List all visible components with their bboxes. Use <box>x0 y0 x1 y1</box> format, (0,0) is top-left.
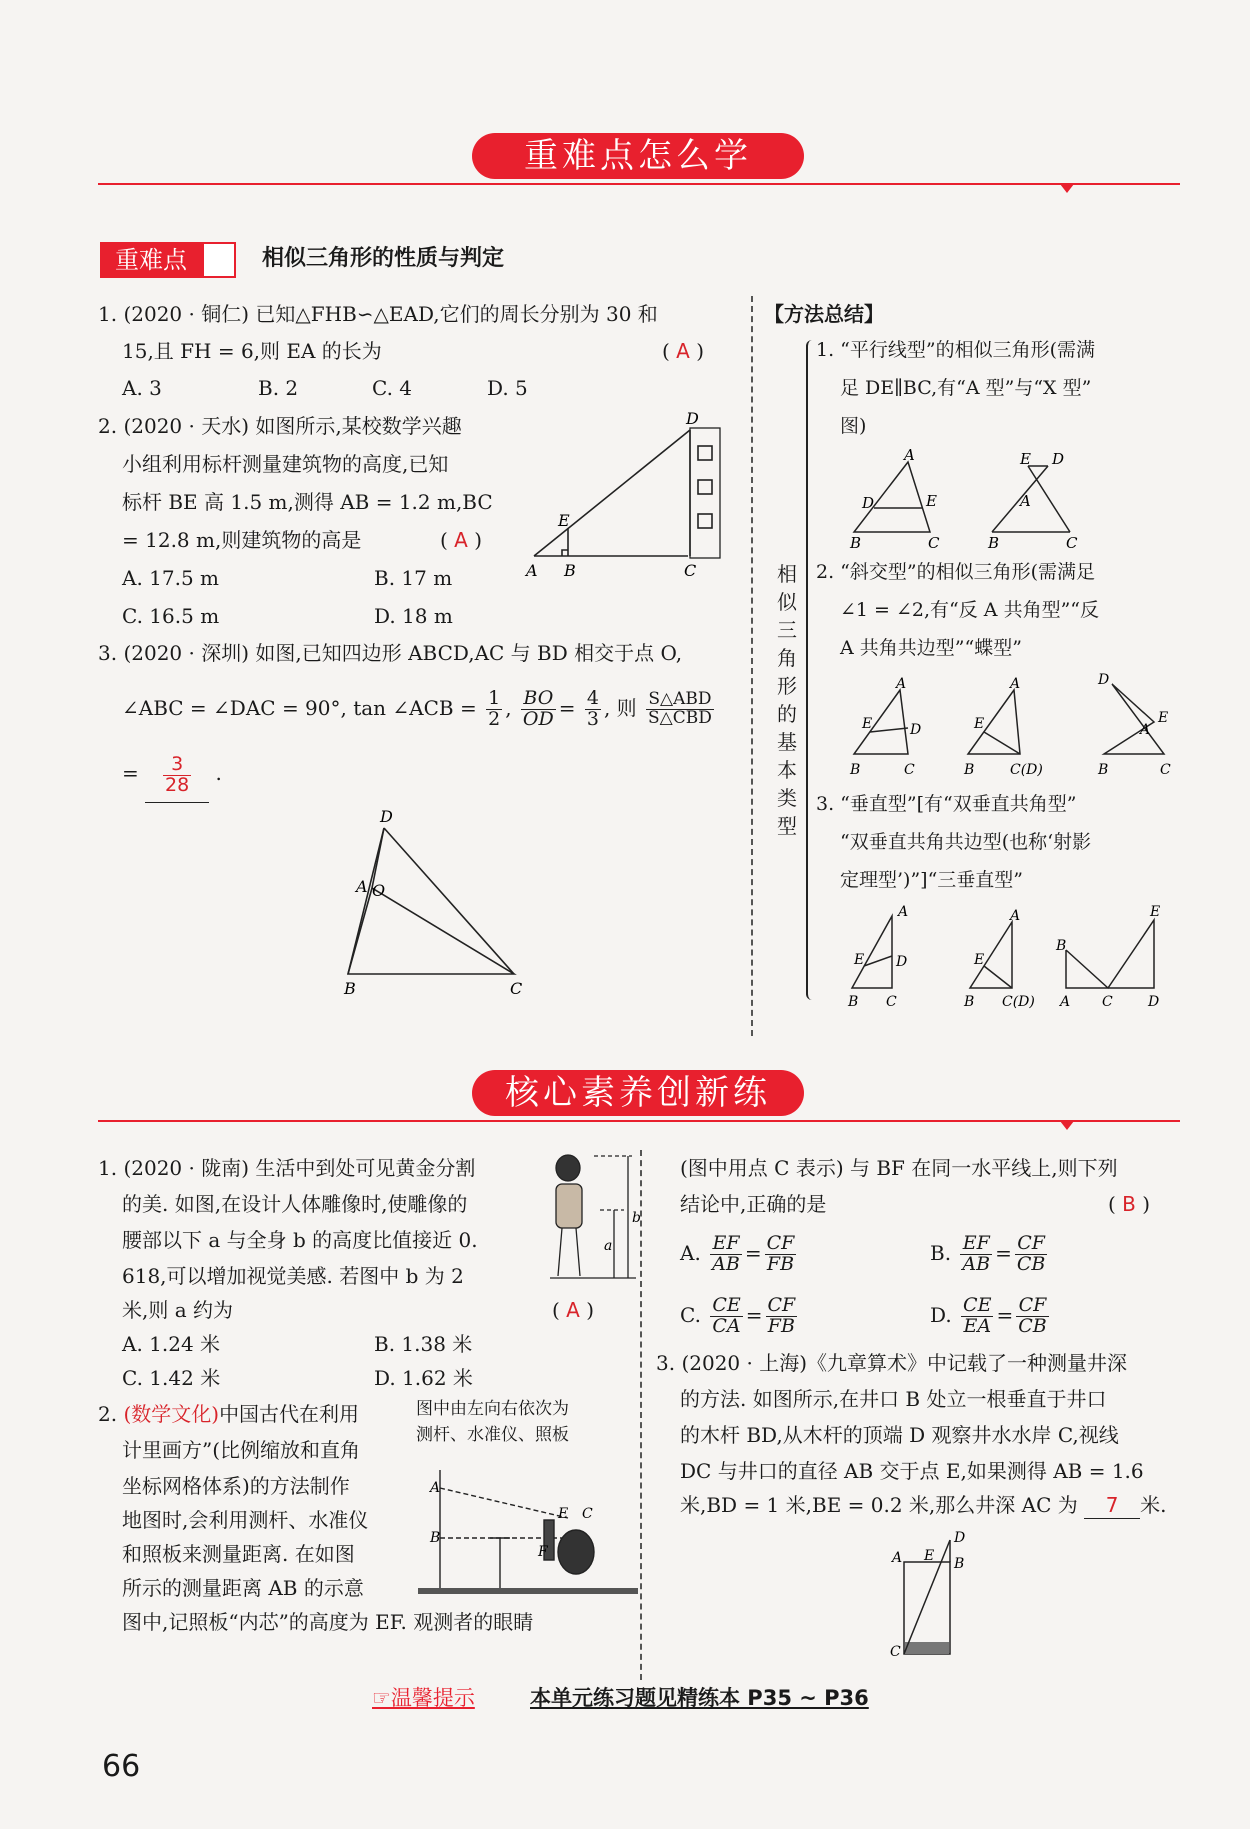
p2-line3: 坐标网格体系)的方法制作 <box>122 1474 350 1498</box>
q2-label-a: A <box>526 561 538 580</box>
svg-text:A: A <box>904 446 915 464</box>
q3-then: , 则 <box>603 696 637 720</box>
p2-answer-bracket: ( B ) <box>1108 1192 1151 1216</box>
p1-line5: 米,则 a 约为 <box>122 1298 233 1322</box>
footer-tip: ☞温馨提示 <box>372 1686 475 1710</box>
svg-text:C: C <box>886 994 897 1010</box>
q2-option-a: A. 17.5 m <box>122 566 220 590</box>
p2-option-c: C. $\frac{CE}{CA}$ = $\frac{CF}{FB}$ <box>680 1294 796 1337</box>
q1-line2: 15,且 FH = 6,则 EA 的长为 <box>122 339 382 363</box>
p1-answer: A <box>566 1298 580 1322</box>
q3-figure <box>330 800 530 1000</box>
p2-num: 2. <box>98 1402 124 1426</box>
p3-line2: 的方法. 如图所示,在井口 B 处立一根垂直于井口 <box>680 1387 1107 1411</box>
svg-text:D: D <box>1052 450 1065 468</box>
p1-line1: 1. (2020 · 陇南) 生活中到处可见黄金分割 <box>98 1156 476 1180</box>
svg-text:C: C <box>1102 994 1113 1010</box>
method-title: 【方法总结】 <box>764 302 884 326</box>
p3-line5-text: 米,BD = 1 米,BE = 0.2 米,那么井深 AC 为 <box>680 1493 1078 1517</box>
banner-rule-1 <box>98 183 1180 185</box>
method-3-line1: 3. “垂直型”[有“双垂直共角型” <box>816 793 1077 815</box>
method-2-figures <box>842 672 1182 780</box>
section-title: 相似三角形的性质与判定 <box>262 246 505 271</box>
method-vertical-label: 相似三角形的基本类型 <box>777 562 797 838</box>
svg-text:E: E <box>974 716 985 732</box>
p3-line5 <box>680 1487 1166 1524</box>
svg-text:C(D): C(D) <box>1010 762 1043 778</box>
svg-text:D: D <box>1098 672 1110 688</box>
svg-text:E: E <box>558 1506 569 1522</box>
svg-text:D: D <box>1148 994 1160 1010</box>
p2-line4: 地图时,会利用测杆、水准仪 <box>122 1508 369 1532</box>
svg-text:D: D <box>862 494 875 512</box>
svg-text:B: B <box>850 762 861 778</box>
svg-text:D: D <box>896 954 908 970</box>
q3-frac-tan: $\frac{1}{2}$ <box>488 687 501 730</box>
p2-line2: 计里画方”(比例缩放和直角 <box>122 1438 361 1462</box>
section-banner-2: 核心素养创新练 <box>472 1070 804 1116</box>
p1-statue-figure <box>540 1152 640 1288</box>
q2-label-d: D <box>686 409 699 428</box>
footer-text: 本单元练习题见精练本 P35 ~ P36 <box>530 1686 869 1710</box>
svg-text:B: B <box>964 994 975 1010</box>
svg-text:B: B <box>988 534 1000 552</box>
svg-text:B: B <box>954 1556 965 1572</box>
banner-rule-2 <box>98 1120 1180 1122</box>
svg-text:A: A <box>1140 722 1151 738</box>
q2-label-e: E <box>558 511 570 530</box>
method-1-line3: 图) <box>840 415 867 437</box>
q2-option-d: D. 18 m <box>374 604 453 628</box>
q3-frac-bo-od: $\frac{BO}{OD}$ <box>522 687 554 730</box>
svg-text:C: C <box>1160 762 1171 778</box>
svg-text:A: A <box>430 1480 441 1496</box>
p1-option-b: B. 1.38 米 <box>374 1332 473 1356</box>
q2-figure <box>518 408 758 584</box>
p2-tag: (数学文化) <box>123 1402 220 1426</box>
q3-label-c: C <box>510 979 523 998</box>
svg-text:C(D): C(D) <box>1002 994 1035 1010</box>
method-3-figures <box>842 904 1182 1012</box>
q2-line2: 小组利用标杆测量建筑物的高度,已知 <box>122 452 449 476</box>
p1-line2: 的美. 如图,在设计人体雕像时,使雕像的 <box>122 1192 468 1216</box>
p3-answer: 7 <box>1084 1492 1140 1519</box>
p1-option-c: C. 1.42 米 <box>122 1366 221 1390</box>
p1-line3: 腰部以下 a 与全身 b 的高度比值接近 0. <box>122 1228 478 1252</box>
svg-text:B: B <box>848 994 859 1010</box>
q3-frac-area: $\frac{\text{S△ABD}}{\text{S△CBD}}$ <box>648 689 712 728</box>
svg-text:B: B <box>964 762 975 778</box>
method-2-line1: 2. “斜交型”的相似三角形(需满足 <box>816 561 1096 583</box>
p2-option-d: D. $\frac{CE}{EA}$ = $\frac{CF}{CB}$ <box>930 1294 1047 1337</box>
section-banner-1: 重难点怎么学 <box>472 133 804 179</box>
p3-line1: 3. (2020 · 上海)《九章算术》中记载了一种测量井深 <box>656 1351 1128 1375</box>
method-1-line1: 1. “平行线型”的相似三角形(需满 <box>816 339 1096 361</box>
svg-text:A: A <box>1060 994 1071 1010</box>
svg-text:C: C <box>1066 534 1078 552</box>
q3-answer-line: = $\frac{3}{28}$ . <box>122 745 222 803</box>
p2-line1-text: 中国古代在利用 <box>219 1402 360 1426</box>
svg-text:A: A <box>896 676 907 692</box>
q3-label-b: B <box>344 979 356 998</box>
q3-line1: 3. (2020 · 深圳) 如图,已知四边形 ABCD,AC 与 BD 相交于点 O, <box>98 641 683 665</box>
page-number: 66 <box>102 1749 141 1784</box>
svg-text:A: A <box>898 904 909 920</box>
p1-option-d: D. 1.62 米 <box>374 1366 473 1390</box>
q3-label-d: D <box>380 807 393 826</box>
column-divider-bottom <box>640 1150 642 1680</box>
svg-text:E: E <box>1020 450 1031 468</box>
p2-line5: 和照板来测量距离. 在如图 <box>122 1542 355 1566</box>
q3-condition: ∠ABC = ∠DAC = 90°, tan ∠ACB = <box>122 696 477 720</box>
p3-line3: 的木杆 BD,从木杆的顶端 D 观察井水水岸 C,视线 <box>680 1423 1119 1447</box>
svg-text:E: E <box>854 952 865 968</box>
q2-line4: = 12.8 m,则建筑物的高是 <box>122 528 362 552</box>
q3-frac-ratio: $\frac{4}{3}$ <box>586 687 599 730</box>
svg-text:A: A <box>892 1550 903 1566</box>
q2-option-c: C. 16.5 m <box>122 604 220 628</box>
svg-text:C: C <box>904 762 915 778</box>
p3-well-figure <box>884 1530 994 1670</box>
q2-label-c: C <box>684 561 697 580</box>
svg-text:D: D <box>954 1530 966 1546</box>
p2-survey-figure <box>418 1460 638 1600</box>
svg-text:B: B <box>1098 762 1109 778</box>
q3-label-a: A <box>356 877 368 896</box>
q1-answer-bracket: ( A ) <box>662 339 705 363</box>
rule-arrow-1 <box>1060 184 1074 193</box>
rule-arrow-2 <box>1060 1121 1074 1130</box>
svg-text:B: B <box>850 534 862 552</box>
q3-line2: ∠ABC = ∠DAC = 90°, tan ∠ACB = $\frac{1}{2}$ , $\frac{BO}{OD}$ = $\frac{4}{3}$ , 则 $\frac{\text{S△ABD}}{\text{S△CBD}}$ <box>122 687 712 730</box>
q2-answer: A <box>454 528 468 552</box>
svg-text:E: E <box>926 492 937 510</box>
svg-text:E: E <box>924 1548 935 1564</box>
p2-answer: B <box>1122 1192 1136 1216</box>
p2-line6: 所示的测量距离 AB 的示意 <box>122 1576 364 1600</box>
q2-option-b: B. 17 m <box>374 566 453 590</box>
q2-line3: 标杆 BE 高 1.5 m,测得 AB = 1.2 m,BC <box>122 490 493 514</box>
method-1-line2: 足 DE∥BC,有“A 型”与“X 型” <box>840 377 1092 399</box>
svg-text:E: E <box>1150 904 1161 920</box>
svg-text:A: A <box>1010 676 1021 692</box>
svg-text:b: b <box>632 1210 641 1226</box>
q2-line1: 2. (2020 · 天水) 如图所示,某校数学兴趣 <box>98 414 462 438</box>
q1-option-d: D. 5 <box>487 376 528 400</box>
svg-text:D: D <box>910 722 922 738</box>
column-divider-top <box>751 296 753 1036</box>
svg-text:C: C <box>928 534 940 552</box>
p2-option-b: B. $\frac{EF}{AB}$ = $\frac{CF}{CB}$ <box>930 1232 1046 1275</box>
method-2-line3: A 共角共边型”“蝶型” <box>840 637 1022 659</box>
q3-label-o: O <box>372 881 386 900</box>
method-brace <box>806 340 816 1000</box>
q2-label-b: B <box>564 561 576 580</box>
q1-option-b: B. 2 <box>258 376 299 400</box>
p2-line1 <box>98 1396 359 1433</box>
p3-line5-end: 米. <box>1140 1493 1167 1517</box>
svg-text:A: A <box>1010 908 1021 924</box>
q1-answer: A <box>676 339 690 363</box>
q3-eq: = <box>122 761 139 785</box>
q2-answer-bracket: ( A ) <box>440 528 483 552</box>
q3-answer: $\frac{3}{28}$ <box>165 753 190 796</box>
svg-text:E: E <box>1158 710 1169 726</box>
svg-text:B: B <box>430 1530 441 1546</box>
p1-line4: 618,可以增加视觉美感. 若图中 b 为 2 <box>122 1264 464 1288</box>
p1-answer-bracket: ( A ) <box>552 1298 595 1322</box>
q1-option-c: C. 4 <box>372 376 413 400</box>
svg-text:A: A <box>1020 492 1031 510</box>
p2-caption-1: 图中由左向右依次为 <box>416 1399 569 1419</box>
svg-text:F: F <box>538 1544 548 1560</box>
q1-option-a: A. 3 <box>122 376 162 400</box>
section-tag <box>100 242 236 278</box>
method-1-figures <box>842 446 1082 552</box>
svg-text:a: a <box>604 1238 613 1254</box>
p2-right-line2: 结论中,正确的是 <box>680 1192 827 1216</box>
p2-line7: 图中,记照板“内芯”的高度为 EF. 观测者的眼睛 <box>122 1610 534 1634</box>
p2-option-a: A. $\frac{EF}{AB}$ = $\frac{CF}{FB}$ <box>680 1232 795 1275</box>
svg-text:E: E <box>974 952 985 968</box>
method-3-line2: “双垂直共角共边型(也称‘射影 <box>840 831 1092 853</box>
svg-text:C: C <box>890 1644 901 1660</box>
p3-line4: DC 与井口的直径 AB 交于点 E,如果测得 AB = 1.6 <box>680 1459 1144 1483</box>
p1-option-a: A. 1.24 米 <box>122 1332 221 1356</box>
method-2-line2: ∠1 = ∠2,有“反 A 共角型”“反 <box>840 599 1099 621</box>
method-3-line3: 定理型’)”]“三垂直型” <box>840 869 1024 891</box>
svg-text:C: C <box>582 1506 593 1522</box>
section-tag-label: 重难点 <box>100 242 202 278</box>
p2-caption-2: 测杆、水准仪、照板 <box>416 1425 569 1445</box>
q1-line1: 1. (2020 · 铜仁) 已知△FHB∽△EAD,它们的周长分别为 30 和 <box>98 302 658 326</box>
svg-text:E: E <box>862 716 873 732</box>
svg-text:B: B <box>1056 938 1067 954</box>
p2-right-line1: (图中用点 C 表示) 与 BF 在同一水平线上,则下列 <box>680 1156 1118 1180</box>
